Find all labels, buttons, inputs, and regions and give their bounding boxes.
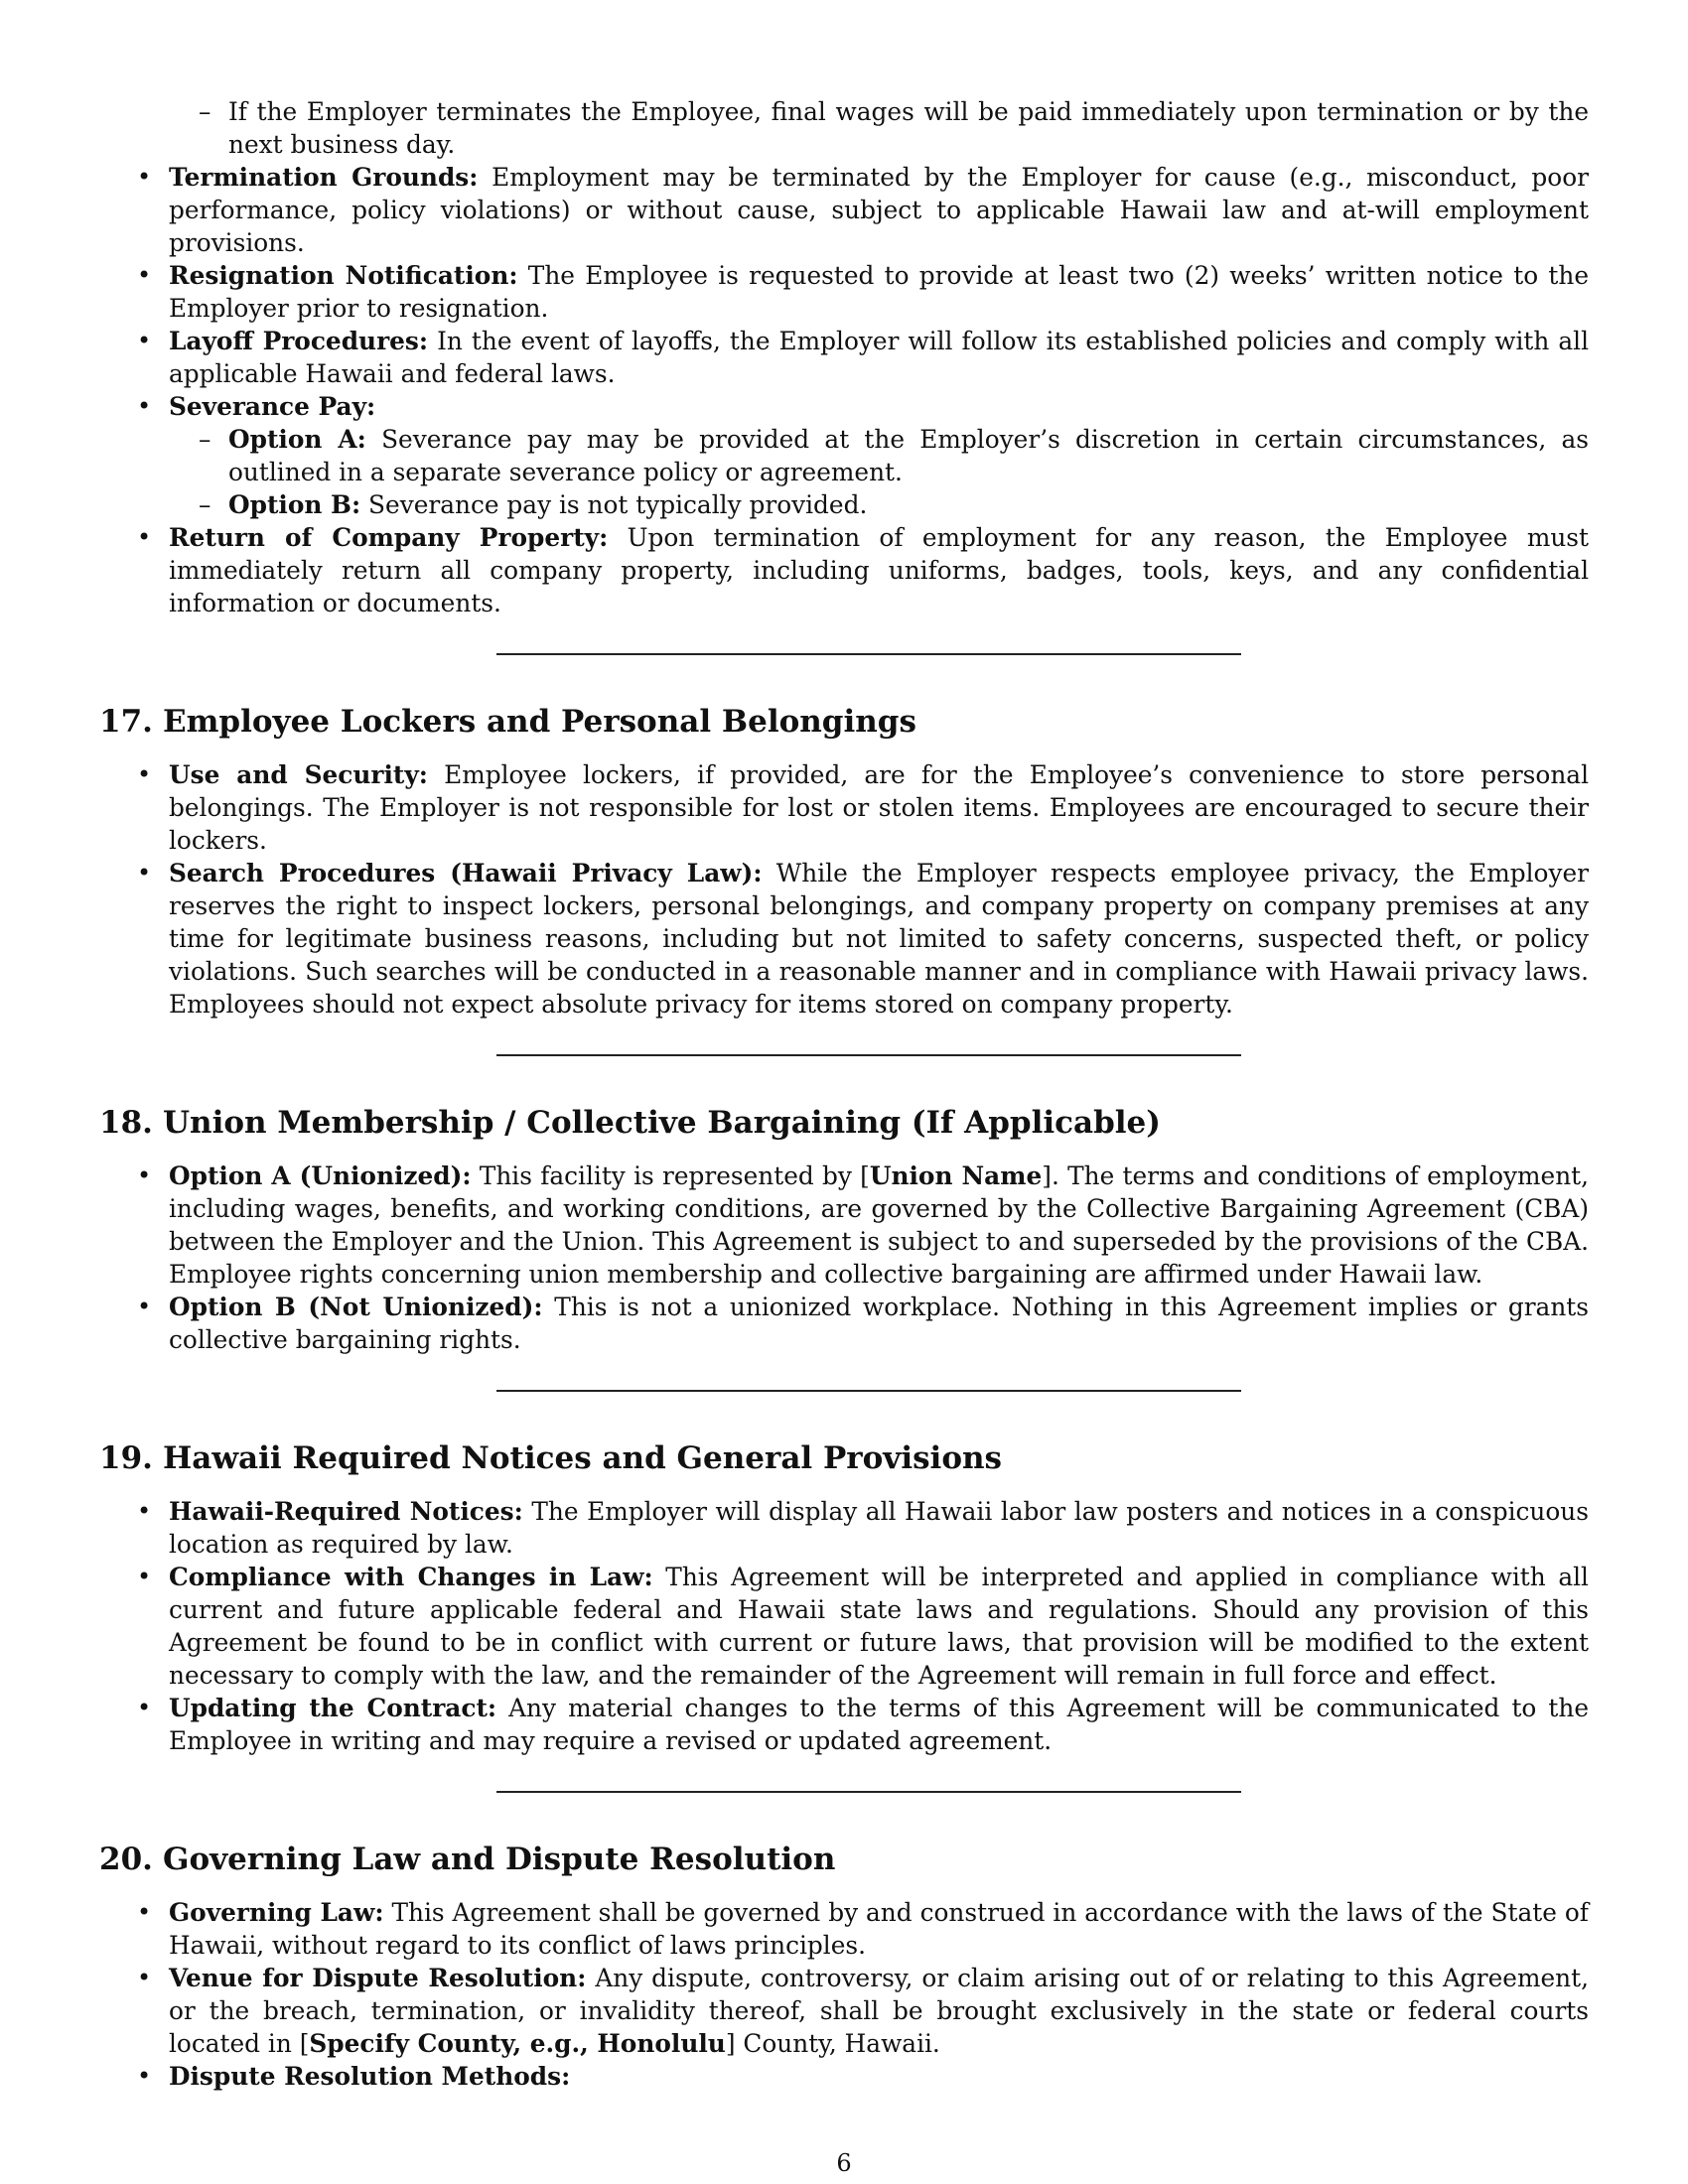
item-label: Option A (Unionized): — [169, 1161, 472, 1190]
item-text: The Employee is requested to provide at least two (2) weeks’ written notice to the Employer prior to resignation. — [169, 261, 1589, 323]
severance-options-list — [169, 423, 1589, 521]
section-title: Employee Lockers and Personal Belongings — [163, 704, 916, 740]
section-title: Governing Law and Dispute Resolution — [163, 1842, 836, 1877]
list-item — [99, 521, 1589, 619]
placeholder-text: Specify County, e.g., Honolulu — [309, 2029, 726, 2058]
item-text: Severance pay is not typically provided. — [368, 490, 868, 519]
section-20-list — [99, 1896, 1589, 2093]
item-text: Severance pay may be provided at the Employer’s discretion in certain circumstances, as outlined in a separate severance policy or agreement. — [228, 425, 1589, 486]
item-label: Compliance with Changes in Law: — [169, 1563, 653, 1591]
list-item — [99, 758, 1589, 857]
item-label: Search Procedures (Hawaii Privacy Law): — [169, 859, 763, 887]
page-content — [99, 95, 1589, 2093]
item-label: Option B: — [228, 490, 361, 519]
section-heading — [99, 1439, 1589, 1477]
section-19-list — [99, 1495, 1589, 1757]
section-18-list — [99, 1160, 1589, 1356]
section-title: Hawaii Required Notices and General Provisions — [163, 1440, 1002, 1476]
list-item: – If the Employer terminates the Employee, final wages will be paid immediately upon termination or by the next business day. — [169, 95, 1589, 161]
section-heading — [99, 703, 1589, 741]
list-item — [99, 259, 1589, 325]
section-number: 19. — [99, 1440, 153, 1476]
list-item — [99, 1561, 1589, 1692]
list-item — [99, 2060, 1589, 2093]
item-text: The Employer will display all Hawaii labor law posters and notices in a conspicuous location as required by law. — [169, 1497, 1589, 1559]
list-item — [169, 423, 1589, 488]
item-label: Updating the Contract: — [169, 1694, 497, 1722]
item-label: Option A: — [228, 425, 366, 454]
item-text: Employee lockers, if provided, are for the Employee’s convenience to store personal belongings. The Employer is not responsible for lost or stolen items. Employees are encouraged to secure their lockers. — [169, 760, 1590, 855]
item-text: This Agreement shall be governed by and construed in accordance with the laws of the State of Hawaii, without regard to its conflict of laws principles. — [169, 1898, 1589, 1960]
termination-list — [99, 161, 1589, 619]
list-item: • Venue for Dispute Resolution: Any dispute, controversy, or claim arising out of or relating to this Agreement, or the breach, termination, or invalidity thereof, shall be brought exclusively in the state or federal courts located in [Specify County, e.g., Honolulu] County, Hawaii. — [99, 1962, 1589, 2060]
section-17-list — [99, 758, 1589, 1021]
list-item — [99, 1495, 1589, 1561]
section-heading — [99, 1104, 1589, 1142]
item-label: Venue for Dispute Resolution: — [169, 1964, 587, 1992]
list-item — [99, 390, 1589, 521]
placeholder-text: Union Name — [869, 1161, 1043, 1190]
section-number: 17. — [99, 704, 153, 740]
item-label: Governing Law: — [169, 1898, 384, 1927]
item-label: Hawaii-Required Notices: — [169, 1497, 523, 1526]
list-item — [99, 161, 1589, 259]
item-label: Option B (Not Unionized): — [169, 1293, 543, 1321]
page-number: 6 — [836, 2149, 852, 2177]
item-label: Return of Company Property: — [169, 523, 609, 552]
item-label: Layoff Procedures: — [169, 327, 429, 355]
section-divider — [496, 1390, 1241, 1392]
list-item — [99, 325, 1589, 390]
item-text: This is not a unionized workplace. Nothing in this Agreement implies or grants collective bargaining rights. — [169, 1293, 1590, 1354]
final-wages-sublist — [169, 95, 1589, 161]
item-text: Upon termination of employment for any reason, the Employee must immediately return all company property, including uniforms, badges, tools, keys, and any confidential information or documents. — [169, 523, 1589, 617]
section-divider — [496, 1791, 1241, 1793]
item-text: Employment may be terminated by the Employer for cause (e.g., misconduct, poor performance, policy violations) or without cause, subject to applicable Hawaii law and at-will employment provisions. — [169, 163, 1589, 257]
item-text: This Agreement will be interpreted and applied in compliance with all current and future applicable federal and Hawaii state laws and regulations. Should any provision of this Agreement be found to be in conflict with current or future laws, that provision will be modified to the extent necessary to comply with the law, and the remainder of the Agreement will remain in full force and effect. — [169, 1563, 1589, 1690]
list-item — [99, 1291, 1589, 1356]
section-heading — [99, 1841, 1589, 1878]
section-title: Union Membership / Collective Bargaining (If Applicable) — [163, 1105, 1161, 1141]
item-label: Resignation Notification: — [169, 261, 518, 290]
list-item — [99, 857, 1589, 1021]
section-divider — [496, 1054, 1241, 1056]
item-text: Any material changes to the terms of this Agreement will be communicated to the Employee in writing and may require a revised or updated agreement. — [169, 1694, 1590, 1755]
section-number: 20. — [99, 1842, 153, 1877]
item-label: Use and Security: — [169, 760, 428, 789]
list-item — [169, 488, 1589, 521]
item-label: Dispute Resolution Methods: — [169, 2062, 571, 2091]
list-item: • Option A (Unionized): This facility is represented by [Union Name]. The terms and conditions of employment, including wages, benefits, and working conditions, are governed by the Collective Bargaining Agreement (CBA) between the Employer and the Union. This Agreement is subject to and superseded by the provisions of the CBA. Employee rights concerning union membership and collective bargaining are affirmed under Hawaii law. — [99, 1160, 1589, 1291]
item-text: In the event of layoffs, the Employer will follow its established policies and comply with all applicable Hawaii and federal laws. — [169, 327, 1590, 388]
item-label: Termination Grounds: — [169, 163, 479, 192]
section-divider — [496, 653, 1241, 655]
list-item — [99, 1896, 1589, 1962]
item-text: While the Employer respects employee privacy, the Employer reserves the right to inspect lockers, personal belongings, and company property on company premises at any time for legitimate business reasons, including but not limited to safety concerns, suspected theft, or policy violations. Such searches will be conducted in a reasonable manner and in compliance with Hawaii privacy laws. Employees should not expect absolute privacy for items stored on company property. — [169, 859, 1589, 1019]
section-number: 18. — [99, 1105, 153, 1141]
item-label: Severance Pay: — [169, 392, 376, 421]
list-item — [99, 1692, 1589, 1757]
